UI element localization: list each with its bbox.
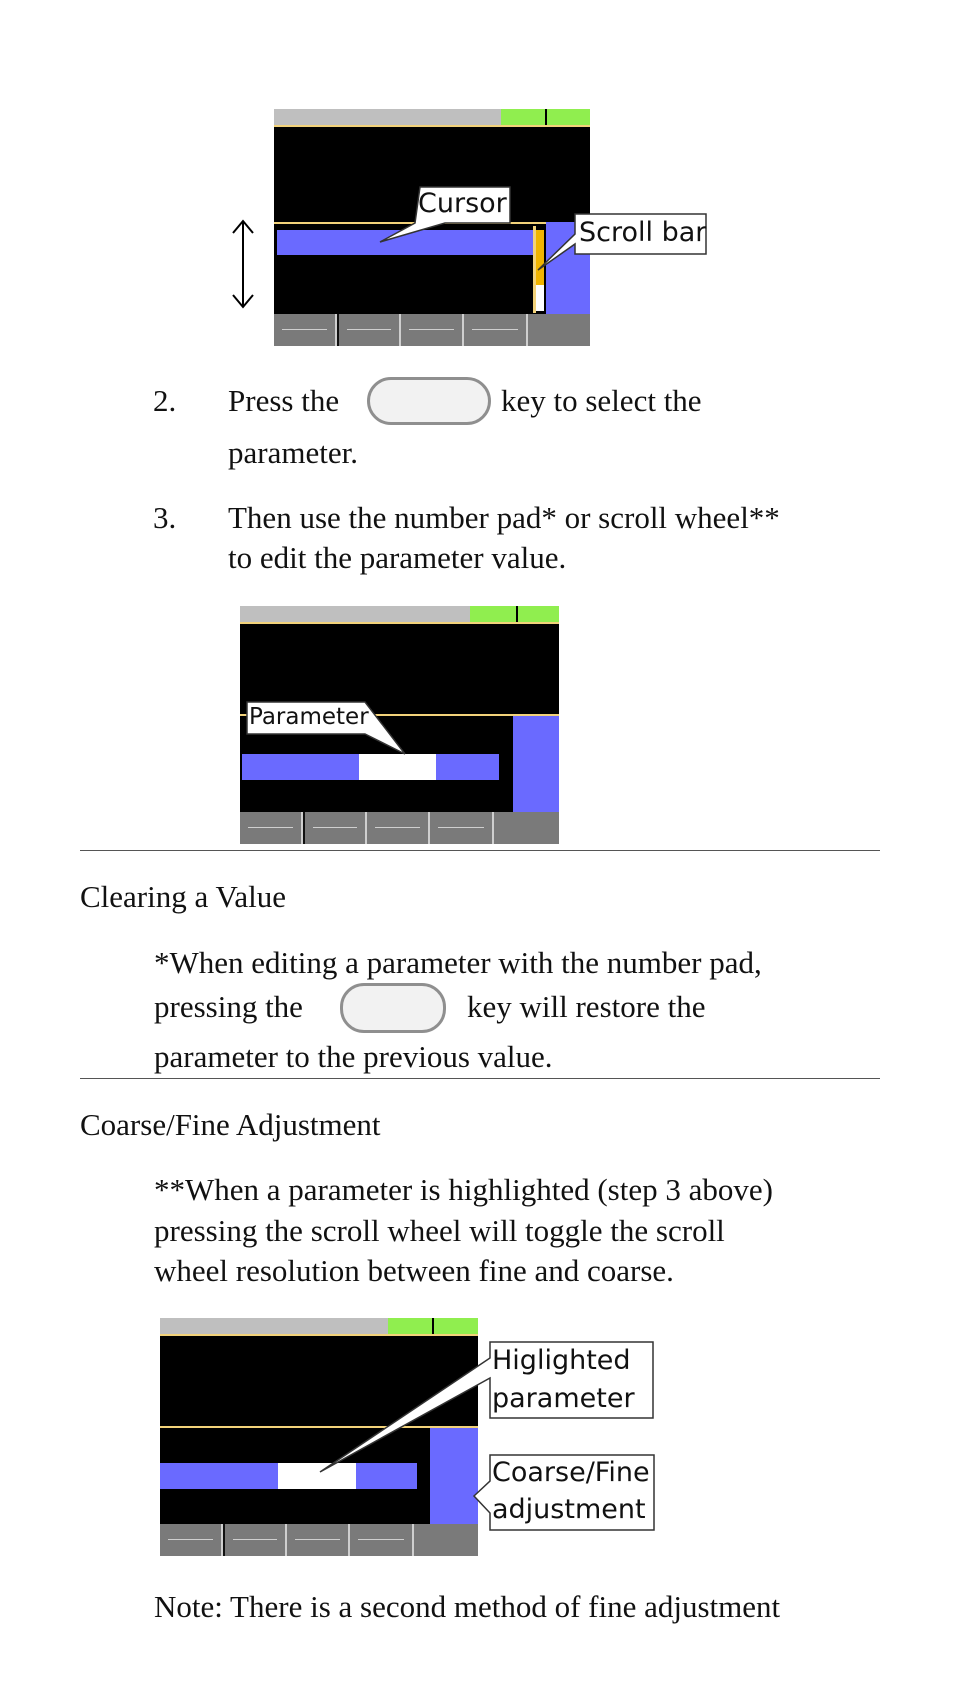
- callout-parameter: Parameter: [249, 704, 369, 730]
- clearing-text: pressing the: [154, 989, 303, 1024]
- callout-cursor: Cursor: [418, 188, 507, 219]
- soft-key: [274, 314, 337, 346]
- status-indicator: [501, 109, 545, 125]
- callout-coarse-line2: adjustment: [492, 1494, 646, 1525]
- step-text: key to select the: [501, 383, 702, 418]
- section-heading-coarse-fine: Coarse/Fine Adjustment: [80, 1107, 381, 1142]
- clearing-text: key will restore the: [467, 989, 706, 1024]
- coarse-text: **When a parameter is highlighted (step 3 above): [154, 1172, 773, 1207]
- step-text: Press the: [228, 383, 340, 418]
- divider: [80, 1078, 880, 1079]
- note-text: Note: There is a second method of fine adjustment: [154, 1589, 781, 1624]
- up-down-arrow-icon: [230, 218, 256, 310]
- callout-highlighted-line2: parameter: [492, 1383, 635, 1414]
- soft-key: [337, 314, 401, 346]
- step-number: 3.: [153, 500, 177, 535]
- divider: [80, 850, 880, 851]
- clearing-text: parameter to the previous value.: [154, 1039, 553, 1074]
- step-text: to edit the parameter value.: [228, 540, 567, 575]
- coarse-text: wheel resolution between fine and coarse.: [154, 1253, 674, 1288]
- section-heading-clearing: Clearing a Value: [80, 879, 287, 914]
- title-bar: [274, 109, 501, 125]
- coarse-text: pressing the scroll wheel will toggle the scroll: [154, 1213, 725, 1248]
- side-panel: [513, 716, 559, 812]
- step-text: Then use the number pad* or scroll wheel**: [228, 500, 780, 535]
- step-number: 2.: [153, 383, 177, 418]
- callout-coarse-line1: Coarse/Fine: [492, 1457, 650, 1488]
- step-text: parameter.: [228, 435, 358, 470]
- callout-scroll-bar: Scroll bar: [579, 217, 707, 248]
- callout-highlighted-line1: Higlighted: [492, 1345, 631, 1376]
- status-indicator: [547, 109, 590, 125]
- select-key-icon: [367, 377, 491, 425]
- soft-key-row: [274, 314, 590, 346]
- clearing-text: *When editing a parameter with the number pad,: [154, 945, 762, 980]
- soft-key: [464, 314, 528, 346]
- soft-key: [401, 314, 464, 346]
- clear-key-icon: [340, 983, 446, 1033]
